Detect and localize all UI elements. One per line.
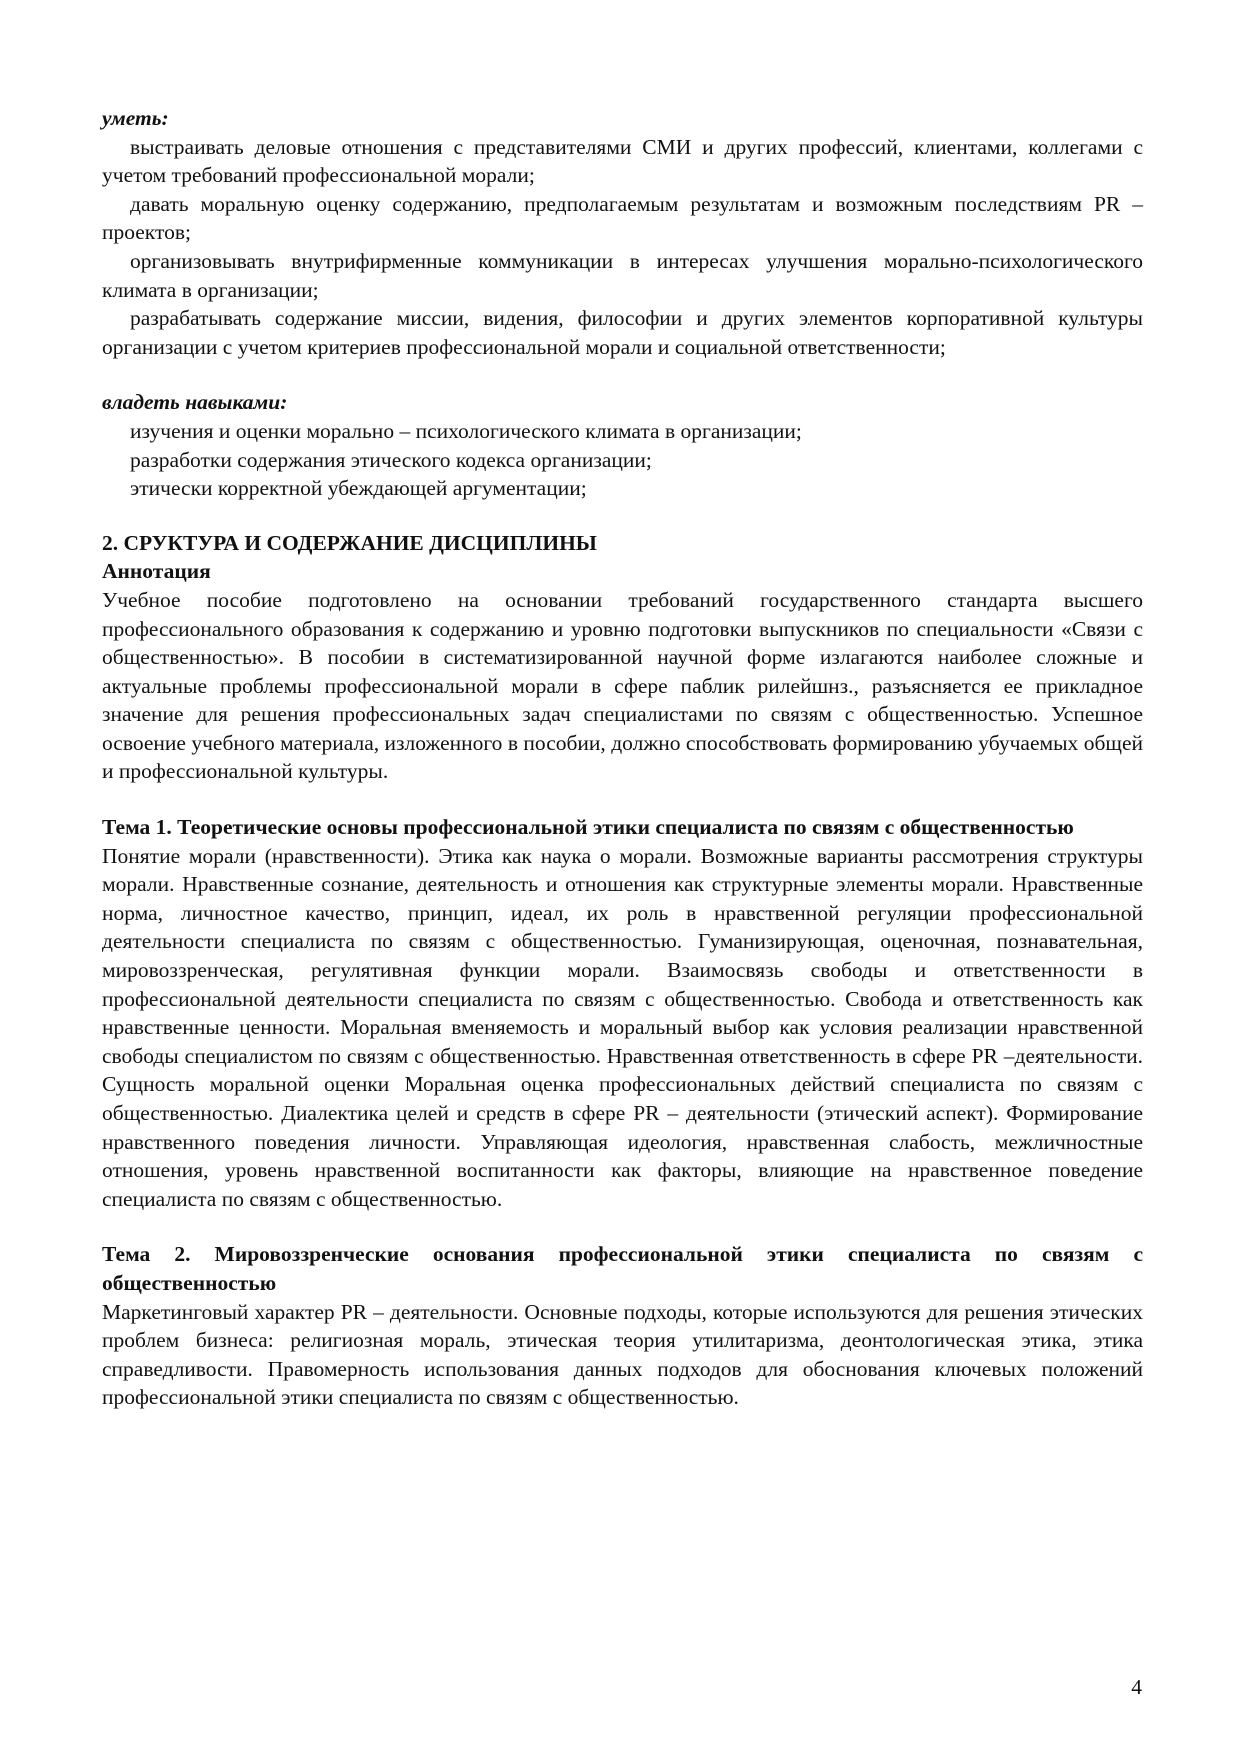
abilities-item: разработки содержания этического кодекса организации; bbox=[130, 447, 652, 472]
skills-label: уметь: bbox=[102, 106, 169, 130]
topic2-text: Маркетинговый характер PR – деятельности. Основные подходы, которые используются для решения этических проблем бизнеса: религиозная мораль, этическая теория утилитаризма, деонтологическая этика, этика справедливости. Правомерность использования данных подходов для обоснования ключевых положений профессиональной этики специалиста по связям с общественностью. bbox=[102, 1299, 1143, 1410]
section-title: 2. СРУКТУРА И СОДЕРЖАНИЕ ДИСЦИПЛИНЫ bbox=[102, 530, 597, 555]
skills-item: выстраивать деловые отношения с представителями СМИ и других профессий, клиентами, коллегами с учетом требований профессиональной морали; bbox=[102, 134, 1143, 188]
abilities-item: изучения и оценки морально – психологического климата в организации; bbox=[130, 418, 802, 443]
skills-item: организовывать внутрифирменные коммуникации в интересах улучшения морально-психологического климата в организации; bbox=[102, 248, 1143, 302]
topic1-title: Тема 1. Теоретические основы профессиональной этики специалиста по связям с общественностью bbox=[102, 815, 1074, 840]
topic2-title: Тема 2. Мировоззренческие основания профессиональной этики специалиста по связям с общественностью bbox=[102, 1242, 1143, 1295]
page-number: 4 bbox=[1131, 1675, 1142, 1699]
annotation-text: Учебное пособие подготовлено на основании требований государственного стандарта высшего профессионального образования к содержанию и уровню подготовки выпускников по специальности «Связи с общественностью». В пособии в систематизированной научной форме излагаются наиболее сложные и актуальные проблемы профессиональной морали в сфере паблик рилейшнз., разъясняется ее прикладное значение для решения профессиональных задач специалистами по связям с общественностью. Успешное освоение учебного материала, изложенного в пособии, должно способствовать формированию убучаемых общей и профессиональной культуры. bbox=[102, 587, 1143, 784]
abilities-item: этически корректной убеждающей аргументации; bbox=[130, 476, 587, 501]
skills-item: разрабатывать содержание миссии, видения, философии и других элементов корпоративной культуры организации с учетом критериев профессиональной морали и социальной ответственности; bbox=[102, 306, 1143, 359]
abilities-label: владеть навыками: bbox=[102, 390, 288, 415]
annotation-title: Аннотация bbox=[102, 559, 211, 584]
topic1-text: Понятие морали (нравственности). Этика как наука о морали. Возможные варианты рассмотрения структуры морали. Нравственные сознание, деятельность и отношения как структурные элементы морали. Нравственные норма, личностное качество, принцип, идеал, их роль в нравственной регуляции профессиональной деятельности специалиста по связям с общественностью. Гуманизирующая, оценочная, познавательная, мировоззренческая, регулятивная функции морали. Взаимосвязь свободы и ответственности в профессиональной деятельности специалиста по связям с общественностью. Свобода и ответственность как нравственные ценности. Моральная вменяемость и моральный выбор как условия реализации нравственной свободы специалистом по связям с общественностью. Нравственная ответственность в сфере PR –деятельности. Сущность моральной оценки Моральная оценка профессиональных действий специалиста по связям с общественностью. Диалектика целей и средств в сфере PR – деятельности (этический аспект). Формирование нравственного поведения личности. Управляющая идеология, нравственная слабость, межличностные отношения, уровень нравственной воспитанности как факторы, влияющие на нравственное поведение специалиста по связям с общественностью. bbox=[102, 843, 1143, 1211]
skills-item: давать моральную оценку содержанию, предполагаемым результатам и возможным последствиям PR – проектов; bbox=[102, 191, 1143, 245]
